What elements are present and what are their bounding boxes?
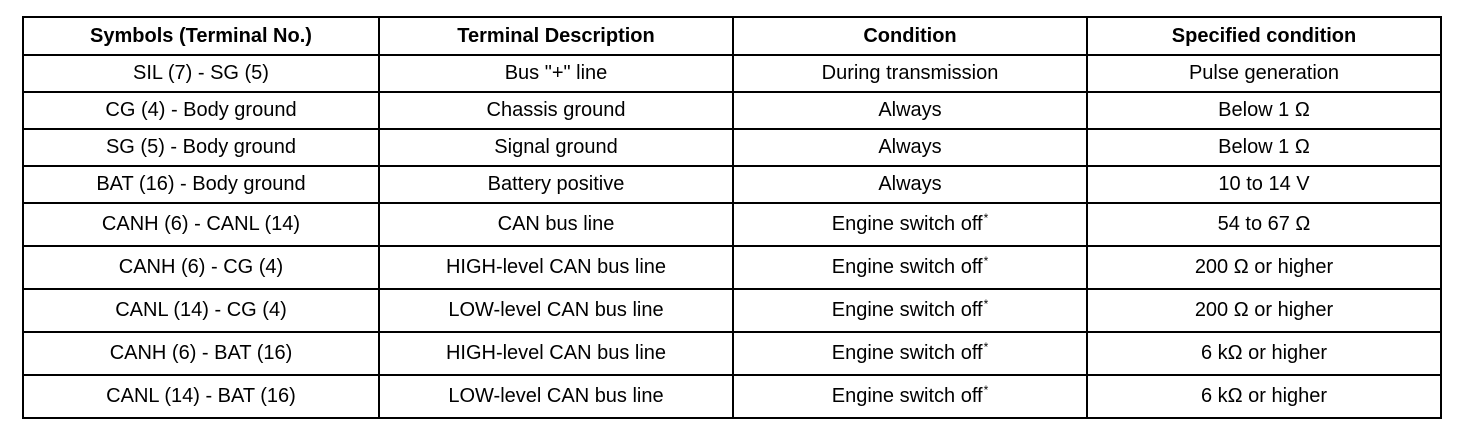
footnote-mark: * [983,297,989,312]
cell-description [379,375,733,418]
cell-symbols-text: CANH (6) - CG (4) [118,256,284,278]
cell-condition [733,289,1087,332]
cell-symbols-text: CANL (14) - BAT (16) [106,385,296,407]
cell-description [379,166,733,203]
cell-symbols [23,375,379,418]
cell-description-text: LOW-level CAN bus line [448,299,664,321]
cell-specified-condition [1087,246,1441,289]
table-row [23,55,1441,92]
cell-specified-condition [1087,203,1441,246]
cell-condition-text: Always [878,173,942,195]
cell-description [379,129,733,166]
cell-condition-text: Engine switch off [831,342,983,364]
cell-symbols [23,129,379,166]
cell-description [379,55,733,92]
header-condition: Condition [733,17,1087,55]
cell-condition [733,375,1087,418]
cell-description-text: Bus "+" line [504,62,608,84]
cell-symbols [23,92,379,129]
cell-specified-condition [1087,92,1441,129]
cell-description-text: Signal ground [494,136,618,158]
cell-specified-condition [1087,166,1441,203]
cell-symbols [23,332,379,375]
cell-description-text: CAN bus line [497,213,615,235]
cell-symbols [23,246,379,289]
cell-specified-condition-text: 54 to 67 Ω [1217,213,1311,235]
cell-symbols-text: SIL (7) - SG (5) [133,62,269,84]
cell-specified-condition [1087,375,1441,418]
cell-condition-text: Engine switch off [831,385,983,407]
cell-description [379,92,733,129]
cell-condition [733,332,1087,375]
cell-condition-text: Engine switch off [831,299,983,321]
cell-condition [733,129,1087,166]
header-specified-condition: Specified condition [1087,17,1441,55]
cell-symbols-text: CANH (6) - CANL (14) [101,213,301,235]
cell-condition [733,55,1087,92]
cell-condition-text: During transmission [821,62,999,84]
terminal-spec-table [22,16,1442,419]
cell-condition-text: Engine switch off [831,256,983,278]
cell-symbols [23,289,379,332]
cell-specified-condition-text: 200 Ω or higher [1194,299,1334,321]
table-row [23,129,1441,166]
cell-description [379,289,733,332]
cell-symbols [23,166,379,203]
cell-description [379,332,733,375]
cell-specified-condition-text: Below 1 Ω [1218,136,1310,158]
cell-specified-condition [1087,332,1441,375]
cell-condition [733,92,1087,129]
table-row [23,203,1441,246]
cell-description-text: Chassis ground [486,99,626,121]
cell-symbols-text: BAT (16) - Body ground [96,173,306,195]
cell-specified-condition-text: 200 Ω or higher [1194,256,1334,278]
cell-specified-condition [1087,289,1441,332]
footnote-mark: * [983,383,989,398]
cell-condition [733,203,1087,246]
cell-description-text: HIGH-level CAN bus line [445,256,667,278]
table-row [23,375,1441,418]
header-terminal-description: Terminal Description [379,17,733,55]
cell-specified-condition-text: 10 to 14 V [1218,173,1310,195]
cell-specified-condition-text: 6 kΩ or higher [1200,385,1328,407]
cell-condition [733,166,1087,203]
cell-condition-text: Always [878,136,942,158]
cell-symbols [23,55,379,92]
footnote-mark: * [983,254,989,269]
cell-description-text: HIGH-level CAN bus line [445,342,667,364]
cell-description [379,246,733,289]
cell-symbols-text: CG (4) - Body ground [105,99,297,121]
cell-condition [733,246,1087,289]
cell-condition-text: Always [878,99,942,121]
table-row [23,289,1441,332]
cell-condition-text: Engine switch off [831,213,983,235]
table-row [23,332,1441,375]
header-row [23,17,1441,55]
header-symbols: Symbols (Terminal No.) [23,17,379,55]
table-row [23,92,1441,129]
cell-specified-condition [1087,129,1441,166]
cell-specified-condition [1087,55,1441,92]
cell-description-text: LOW-level CAN bus line [448,385,664,407]
cell-symbols-text: CANH (6) - BAT (16) [109,342,293,364]
cell-description-text: Battery positive [487,173,625,195]
table-row [23,246,1441,289]
cell-description [379,203,733,246]
cell-specified-condition-text: 6 kΩ or higher [1200,342,1328,364]
footnote-mark: * [983,340,989,355]
cell-symbols-text: CANL (14) - CG (4) [115,299,287,321]
table-body [23,55,1441,418]
cell-specified-condition-text: Pulse generation [1188,62,1340,84]
cell-specified-condition-text: Below 1 Ω [1218,99,1310,121]
footnote-mark: * [983,211,989,226]
table-row [23,166,1441,203]
cell-symbols [23,203,379,246]
table-header [23,17,1441,55]
cell-symbols-text: SG (5) - Body ground [105,136,297,158]
